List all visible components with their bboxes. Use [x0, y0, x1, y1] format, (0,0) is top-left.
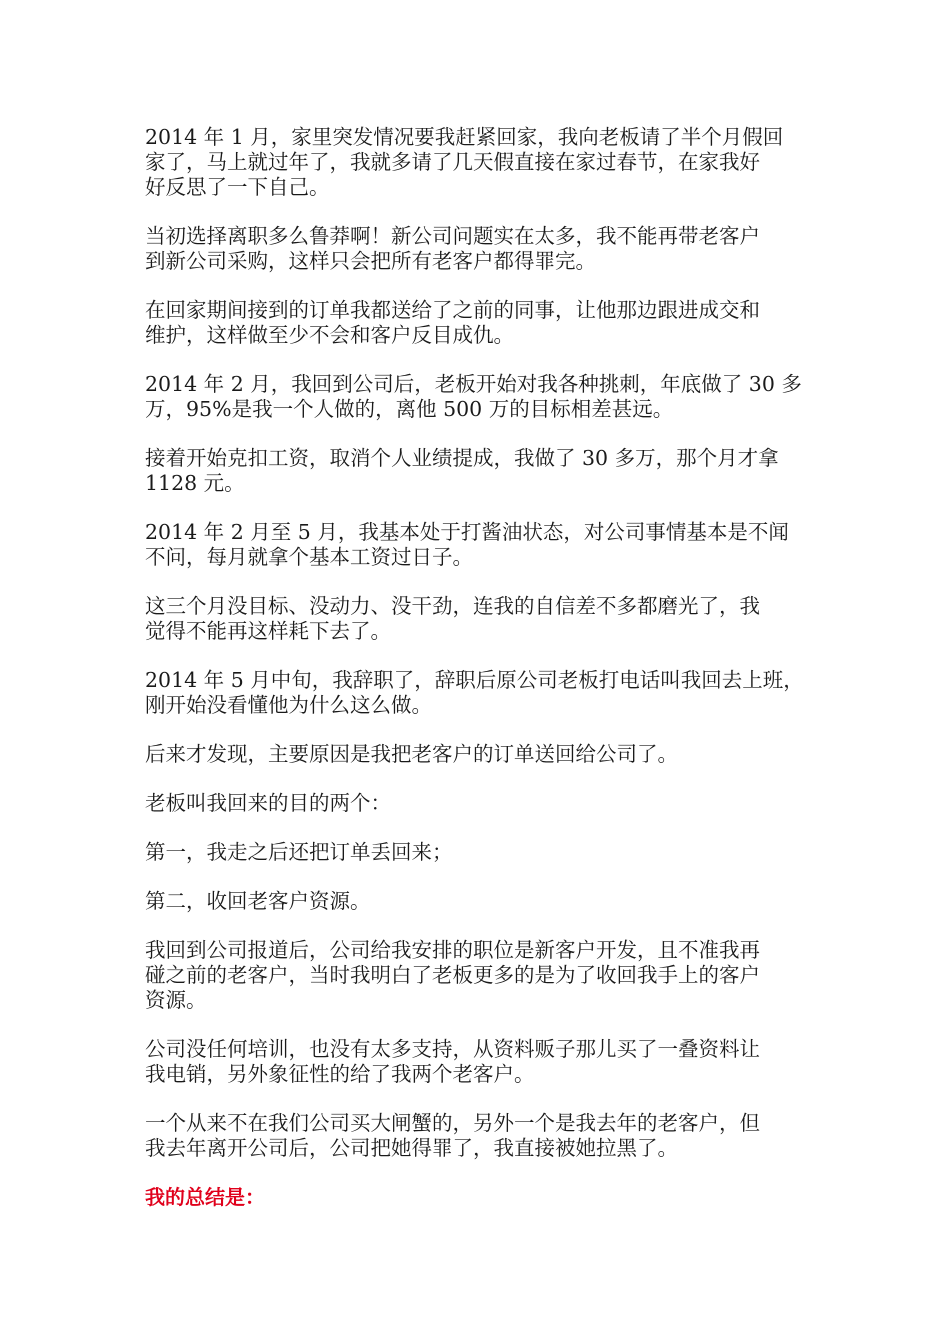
paragraph: 第一，我走之后还把订单丢回来； [145, 840, 453, 864]
paragraph: 2014 年 2 月至 5 月，我基本处于打酱油状态，对公司事情基本是不闻 不问，每月就拿个基本工资过日子。 [145, 520, 789, 569]
paragraph: 第二，收回老客户资源。 [145, 889, 371, 913]
paragraph: 当初选择离职多么鲁莽啊！新公司问题实在太多，我不能再带老客户 到新公司采购，这样只会把所有老客户都得罪完。 [145, 224, 760, 273]
paragraph: 公司没任何培训，也没有太多支持，从资料贩子那儿买了一叠资料让 我电销，另外象征性的给了我两个老客户。 [145, 1037, 760, 1086]
paragraph: 2014 年 5 月中旬，我辞职了，辞职后原公司老板打电话叫我回去上班， 刚开始没看懂他为什么这么做。 [145, 668, 804, 717]
paragraph: 2014 年 2 月，我回到公司后，老板开始对我各种挑刺，年底做了 30 多 万，95%是我一个人做的，离他 500 万的目标相差甚远。 [145, 372, 802, 421]
paragraph: 后来才发现，主要原因是我把老客户的订单送回给公司了。 [145, 742, 678, 766]
paragraph: 老板叫我回来的目的两个： [145, 791, 391, 815]
paragraph: 我回到公司报道后，公司给我安排的职位是新客户开发，且不准我再 碰之前的老客户，当时我明白了老板更多的是为了收回我手上的客户 资源。 [145, 938, 760, 1012]
paragraph: 这三个月没目标、没动力、没干劲，连我的自信差不多都磨光了，我 觉得不能再这样耗下去了。 [145, 594, 760, 643]
article-body [145, 125, 807, 1210]
paragraph: 一个从来不在我们公司买大闸蟹的，另外一个是我去年的老客户，但 我去年离开公司后，公司把她得罪了，我直接被她拉黑了。 [145, 1111, 760, 1160]
paragraph: 在回家期间接到的订单我都送给了之前的同事，让他那边跟进成交和 维护，这样做至少不会和客户反目成仇。 [145, 298, 760, 347]
paragraph: 接着开始克扣工资，取消个人业绩提成，我做了 30 多万，那个月才拿 1128 元。 [145, 446, 779, 495]
paragraph: 2014 年 1 月，家里突发情况要我赶紧回家，我向老板请了半个月假回 家了，马上就过年了，我就多请了几天假直接在家过春节，在家我好 好反思了一下自己。 [145, 125, 784, 199]
summary-heading: 我的总结是： [145, 1185, 265, 1209]
